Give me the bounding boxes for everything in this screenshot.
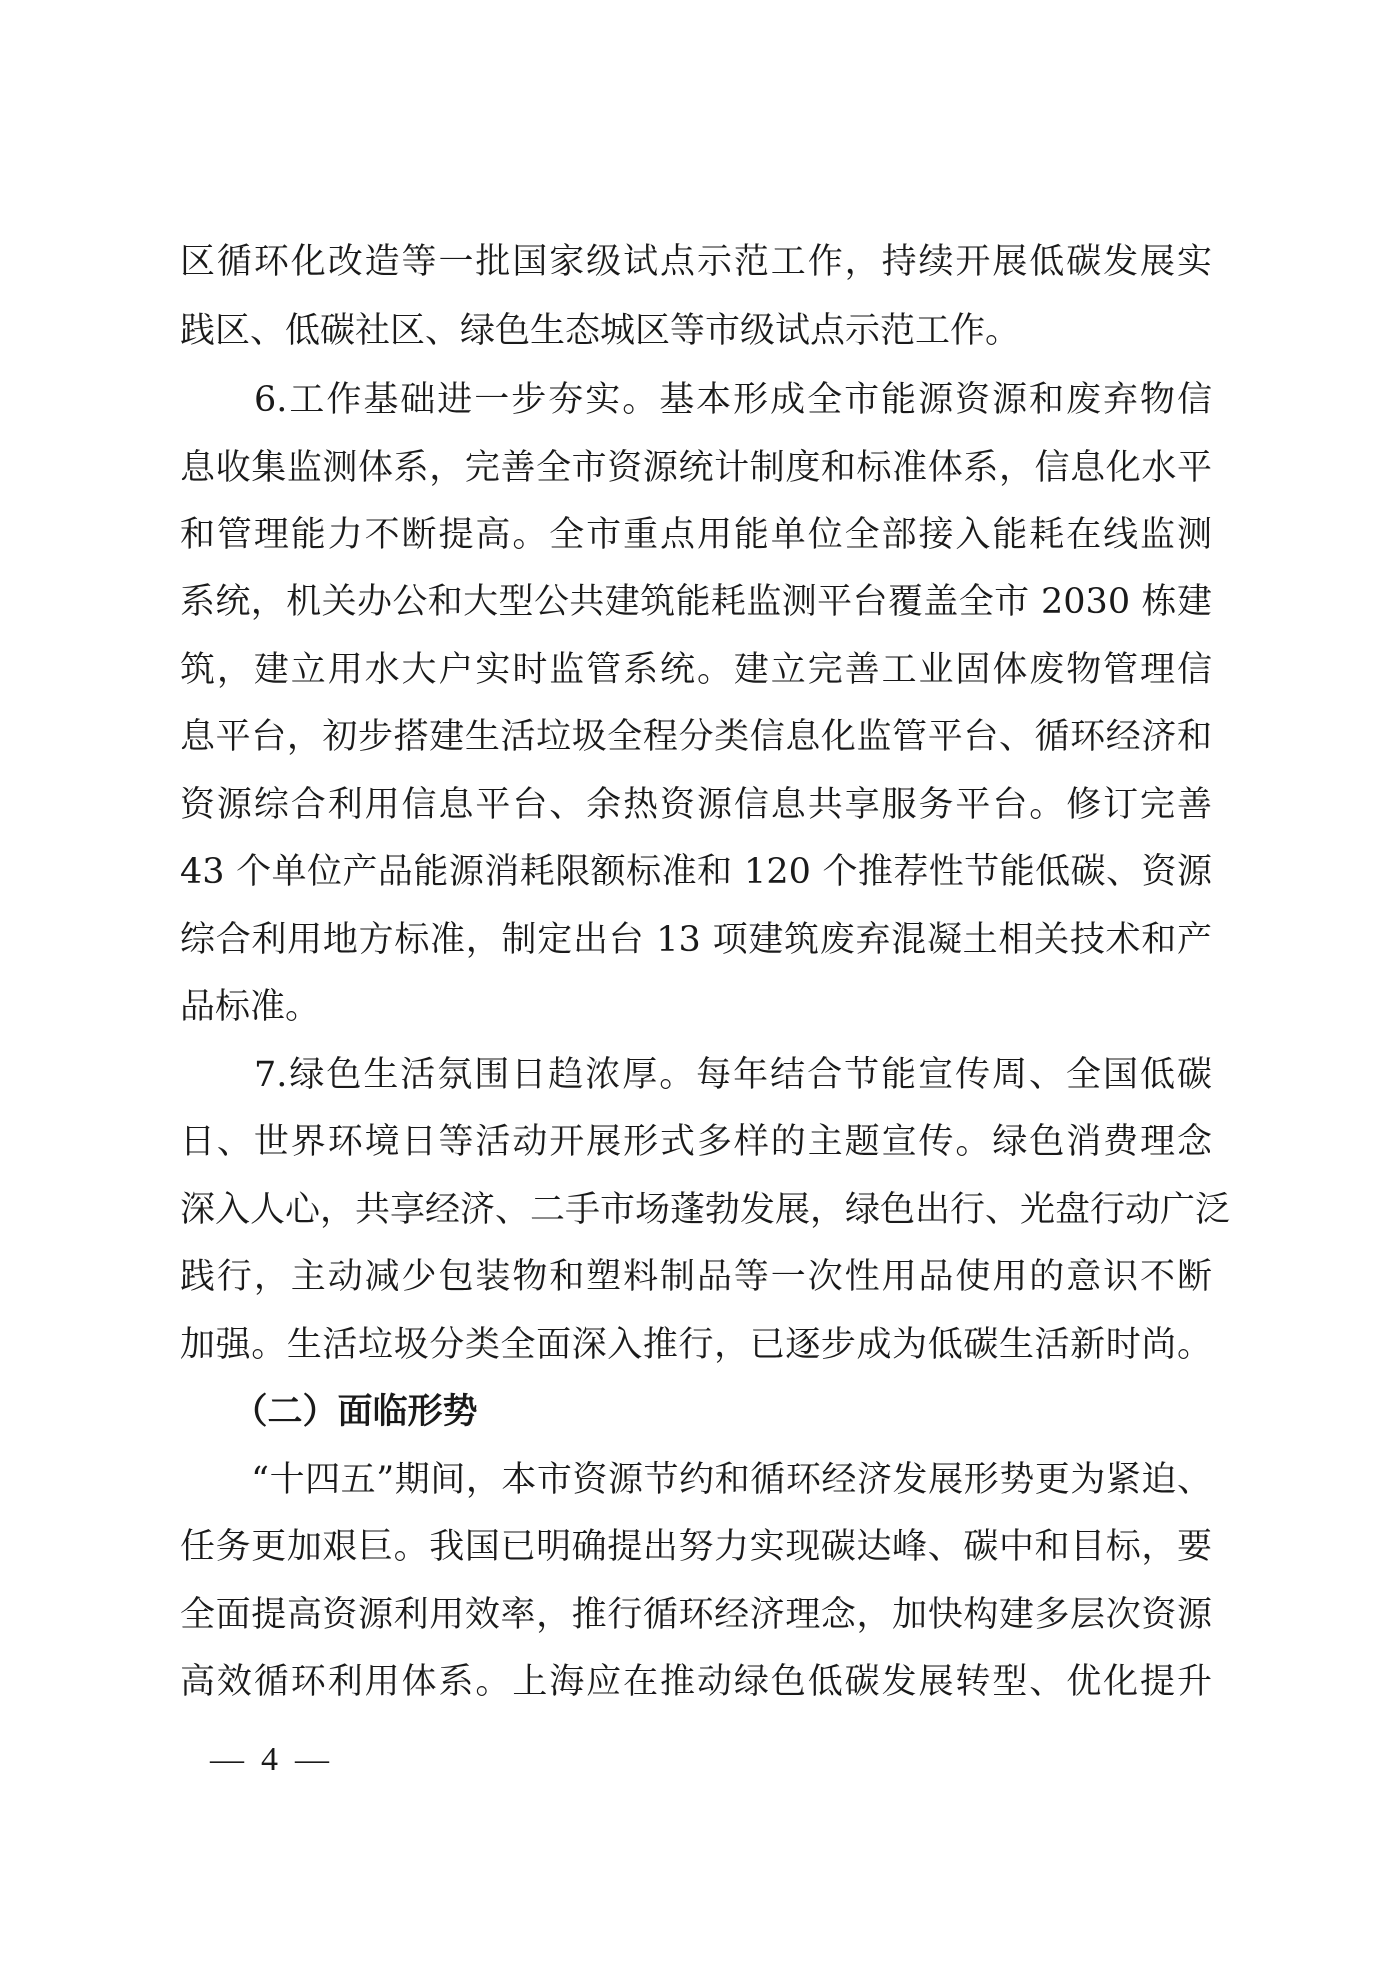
text-line: 区循环化改造等一批国家级试点示范工作，持续开展低碳发展实 <box>180 242 1212 282</box>
text-line: 日、世界环境日等活动开展形式多样的主题宣传。绿色消费理念 <box>180 1122 1212 1162</box>
text-line: 践区、低碳社区、绿色生态城区等市级试点示范工作。 <box>180 311 1021 351</box>
page-number: — 4 — <box>210 1741 329 1778</box>
paragraph-6-heading-line: 6.工作基础进一步夯实。基本形成全市能源资源和废弃物信 <box>180 380 1212 420</box>
text-line: 加强。生活垃圾分类全面深入推行，已逐步成为低碳生活新时尚。 <box>180 1325 1212 1365</box>
text-line: 深入人心，共享经济、二手市场蓬勃发展，绿色出行、光盘行动广泛 <box>180 1190 1231 1230</box>
text-line: “十四五”期间，本市资源节约和循环经济发展形势更为紧迫、 <box>180 1460 1212 1500</box>
text-line: 任务更加艰巨。我国已明确提出努力实现碳达峰、碳中和目标，要 <box>180 1527 1212 1567</box>
text-line: 践行，主动减少包装物和塑料制品等一次性用品使用的意识不断 <box>180 1257 1212 1297</box>
text-line: 43 个单位产品能源消耗限额标准和 120 个推荐性节能低碳、资源 <box>180 852 1212 892</box>
section-heading: （二）面临形势 <box>180 1391 478 1432</box>
text-line: 筑，建立用水大户实时监管系统。建立完善工业固体废物管理信 <box>180 650 1212 690</box>
text-line: 高效循环利用体系。上海应在推动绿色低碳发展转型、优化提升 <box>180 1662 1212 1702</box>
text-line: 品标准。 <box>180 987 321 1027</box>
text-line: 和管理能力不断提高。全市重点用能单位全部接入能耗在线监测 <box>180 515 1212 555</box>
text-line: 全面提高资源利用效率，推行循环经济理念，加快构建多层次资源 <box>180 1595 1212 1635</box>
text-line: 系统，机关办公和大型公共建筑能耗监测平台覆盖全市 2030 栋建 <box>180 582 1212 622</box>
text-line: 息平台，初步搭建生活垃圾全程分类信息化监管平台、循环经济和 <box>180 717 1212 757</box>
text-line: 资源综合利用信息平台、余热资源信息共享服务平台。修订完善 <box>180 785 1212 825</box>
text-line: 综合利用地方标准，制定出台 13 项建筑废弃混凝土相关技术和产 <box>180 920 1212 960</box>
paragraph-7-heading-line: 7.绿色生活氛围日趋浓厚。每年结合节能宣传周、全国低碳 <box>180 1055 1212 1095</box>
text-line: 息收集监测体系，完善全市资源统计制度和标准体系，信息化水平 <box>180 448 1212 488</box>
